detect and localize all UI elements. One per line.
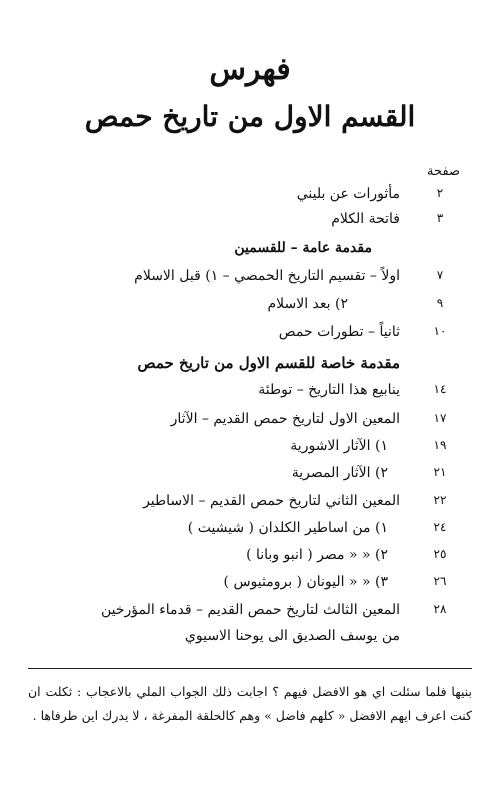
toc-page-number: ٢١ [433, 465, 447, 479]
toc-page-number: ١٧ [433, 411, 447, 425]
toc-page-number: ٩ [436, 296, 444, 310]
toc-page-number: ١٩ [433, 438, 447, 452]
toc-row [40, 547, 460, 569]
toc-row [40, 211, 460, 233]
footnote-text: بنيها فلما سئلت اي هو الافضل فيهم ؟ اجابت ذلك الجواب الملي بالاعجاب : ثكلت ان كنت اعرف ايهم الافضل « كلهم فاضل » وهم كالحلقة المفرغة ، لا يدرك اين طرفاها . [28, 684, 472, 723]
toc-row [40, 296, 460, 318]
toc-row [40, 438, 460, 460]
toc-entry-text: المعين الثالث لتاريخ حمص القديم – قدماء المؤرخين [100, 602, 400, 618]
section-heading: مقدمة خاصة للقسم الاول من تاريخ حمص [137, 354, 400, 372]
footnote-divider [28, 668, 472, 669]
toc-page-number: ٢٢ [433, 493, 447, 507]
toc-page-number: ٢٥ [433, 547, 447, 561]
toc-row [40, 411, 460, 433]
toc-row [40, 268, 460, 290]
toc-row [40, 465, 460, 487]
toc-page-number: ٢ [436, 186, 444, 200]
toc-entry-text: ٢) « « مصر ( انبو وبانا ) [246, 547, 388, 563]
toc-entry-text: ٢) الآثار المصرية [291, 465, 388, 481]
toc-entry-text: ١) من اساطير الكلدان ( شيشيت ) [187, 520, 388, 536]
toc-page-number: ٢٦ [433, 574, 447, 588]
page-column-label: صفحة [427, 164, 460, 179]
toc-entry-text: مأثورات عن بليني [296, 186, 400, 202]
toc-row [40, 602, 460, 624]
page-title: فهرس [209, 52, 291, 87]
toc-row [40, 382, 460, 404]
toc-entry-text: ثانياً – تطورات حمص [278, 324, 400, 340]
toc-row [40, 324, 460, 346]
toc-page-number: ٢٨ [433, 602, 447, 616]
toc-entry-text: فاتحة الكلام [331, 211, 400, 227]
toc-page-number: ١٤ [433, 382, 447, 396]
toc-entry-text: ٢) بعد الاسلام [267, 296, 348, 312]
toc-entry-text: ١) الآثار الاشورية [290, 438, 388, 454]
toc-entry-text: ينابيع هذا التاريخ – توطئة [258, 382, 400, 398]
toc-entry-text: اولاً – تقسيم التاريخ الحمصي – ١) قبل الاسلام [134, 268, 400, 284]
toc-row [40, 520, 460, 542]
toc-row [40, 574, 460, 596]
toc-page-number: ١٠ [433, 324, 447, 338]
section-heading: مقدمة عامة – للقسمين [234, 240, 372, 256]
toc-entry-text: المعين الثاني لتاريخ حمص القديم – الاساطير [143, 493, 400, 509]
toc-row [40, 186, 460, 208]
toc-entry-text: المعين الاول لتاريخ حمص القديم – الآثار [170, 411, 400, 427]
toc-entry-text: ٣) « « اليونان ( برومثيوس ) [223, 574, 388, 590]
page-subtitle: القسم الاول من تاريخ حمص [84, 100, 416, 133]
toc-row [40, 628, 460, 650]
toc-row [40, 493, 460, 515]
toc-page-number: ٧ [436, 268, 444, 282]
toc-entry-text: من يوسف الصديق الى يوحنا الاسيوي [184, 628, 400, 644]
toc-page-number: ٣ [436, 211, 444, 225]
toc-page-number: ٢٤ [433, 520, 447, 534]
